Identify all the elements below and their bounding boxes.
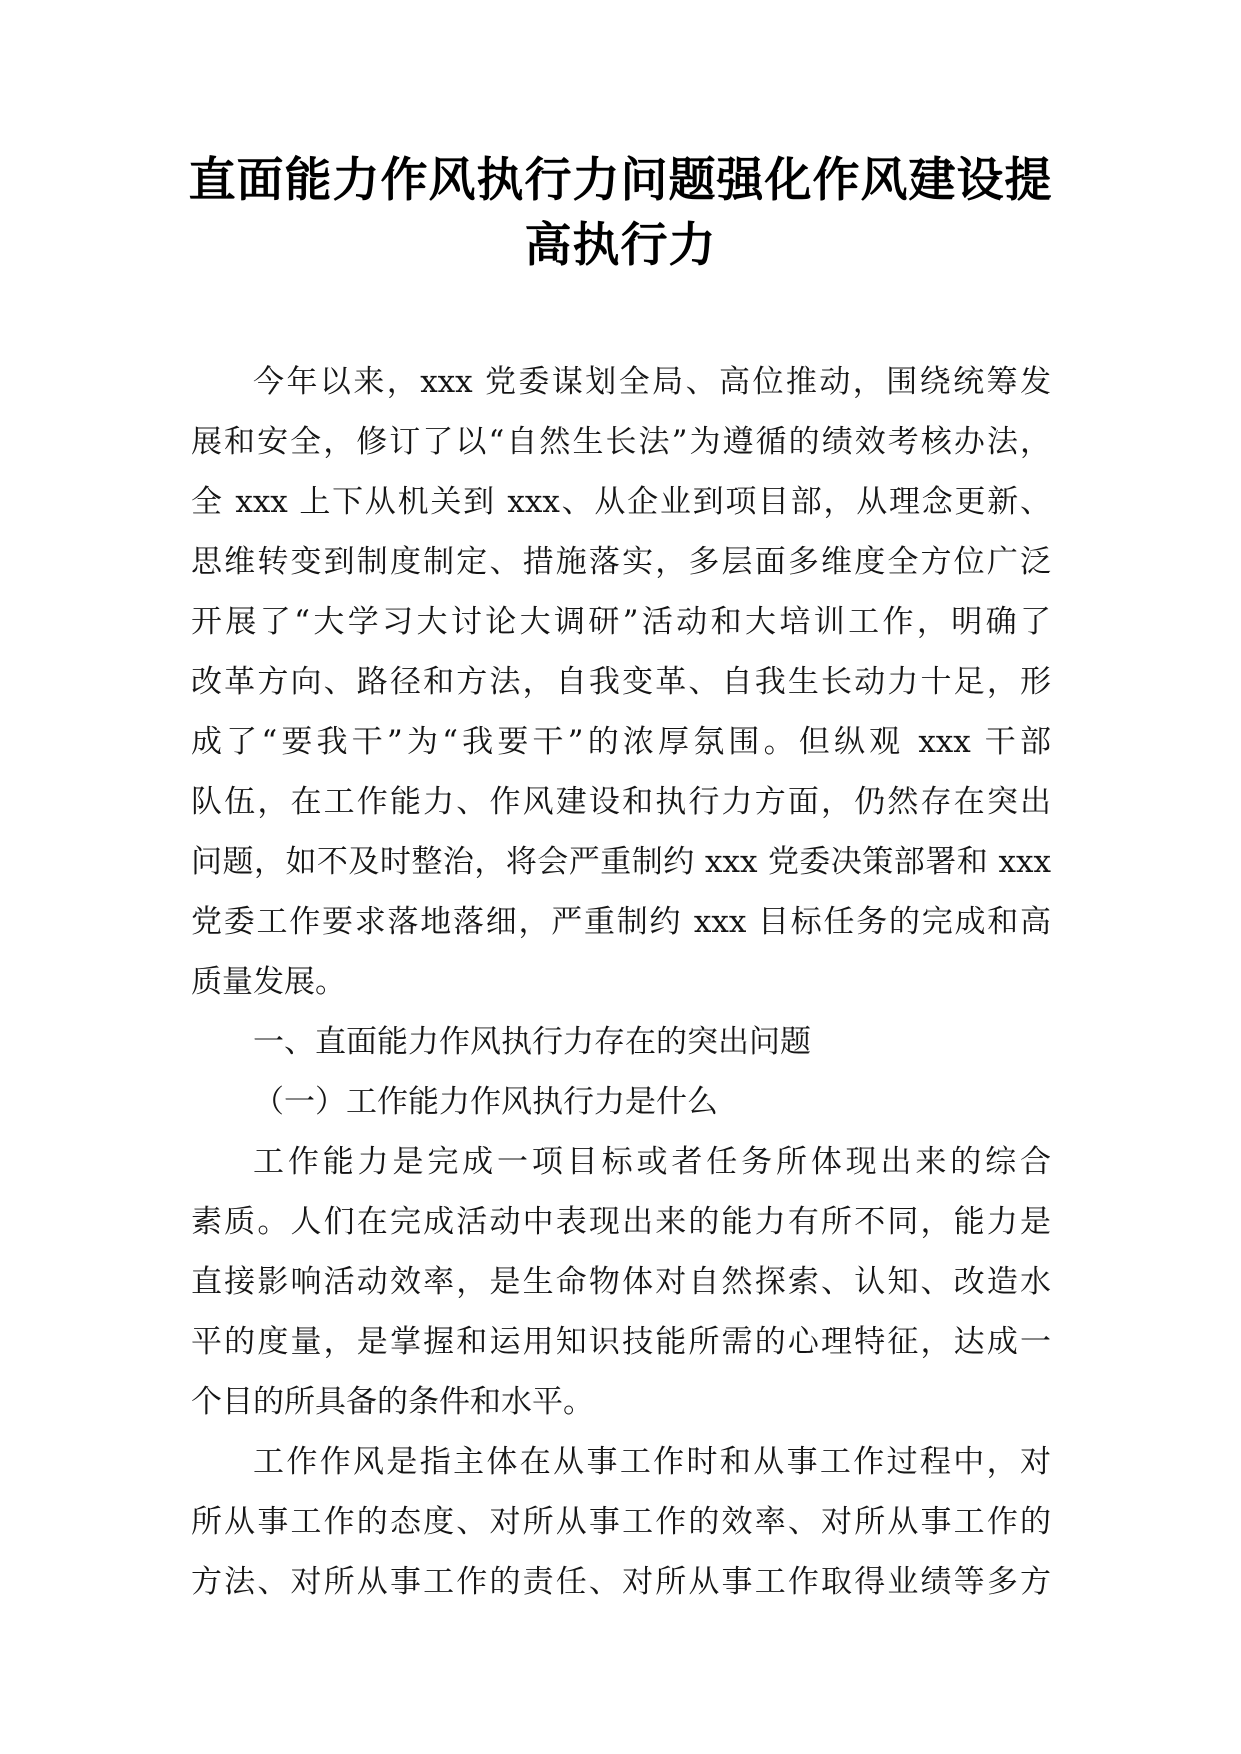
text-line: 党委工作要求落地落细，严重制约 xxx 目标任务的完成和高 <box>191 904 1051 940</box>
text-line: 素质。人们在完成活动中表现出来的能力有所不同，能力是 <box>191 1204 1051 1240</box>
text-line: 工作能力是完成一项目标或者任务所体现出来的综合 <box>253 1144 1051 1180</box>
text-line: 个目的所具备的条件和水平。 <box>191 1384 594 1420</box>
text-line: 直接影响活动效率，是生命物体对自然探索、认知、改造水 <box>191 1264 1051 1300</box>
text-line: 今年以来，xxx 党委谋划全局、高位推动，围绕统筹发 <box>253 364 1051 400</box>
text-line: 成了“要我干”为“我要干”的浓厚氛围。但纵观 xxx 干部 <box>191 724 1051 760</box>
title-line-1: 直面能力作风执行力问题强化作风建设提 <box>188 153 1053 208</box>
text-line: 队伍，在工作能力、作风建设和执行力方面，仍然存在突出 <box>191 784 1051 820</box>
text-line: 开展了“大学习大讨论大调研”活动和大培训工作，明确了 <box>191 604 1051 640</box>
text-line: 平的度量，是掌握和运用知识技能所需的心理特征，达成一 <box>191 1324 1051 1360</box>
text-line: 所从事工作的态度、对所从事工作的效率、对所从事工作的 <box>191 1504 1051 1540</box>
text-line: 思维转变到制度制定、措施落实，多层面多维度全方位广泛 <box>191 544 1051 580</box>
text-line: 工作作风是指主体在从事工作时和从事工作过程中，对 <box>253 1444 1051 1480</box>
text-line: 质量发展。 <box>191 964 346 1000</box>
text-line: 全 xxx 上下从机关到 xxx、从企业到项目部，从理念更新、 <box>191 484 1051 520</box>
text-line: 问题，如不及时整治，将会严重制约 xxx 党委决策部署和 xxx <box>191 844 1051 880</box>
text-line: 方法、对所从事工作的责任、对所从事工作取得业绩等多方 <box>191 1564 1051 1600</box>
document-body <box>191 352 1051 1612</box>
text-line: 改革方向、路径和方法，自我变革、自我生长动力十足，形 <box>191 664 1051 700</box>
title-line-2: 高执行力 <box>524 218 717 273</box>
document-title <box>150 148 1091 278</box>
section-heading: 一、直面能力作风执行力存在的突出问题 <box>253 1024 811 1060</box>
text-line: 展和安全，修订了以“自然生长法”为遵循的绩效考核办法， <box>191 424 1051 460</box>
subsection-heading: （一）工作能力作风执行力是什么 <box>253 1084 718 1120</box>
